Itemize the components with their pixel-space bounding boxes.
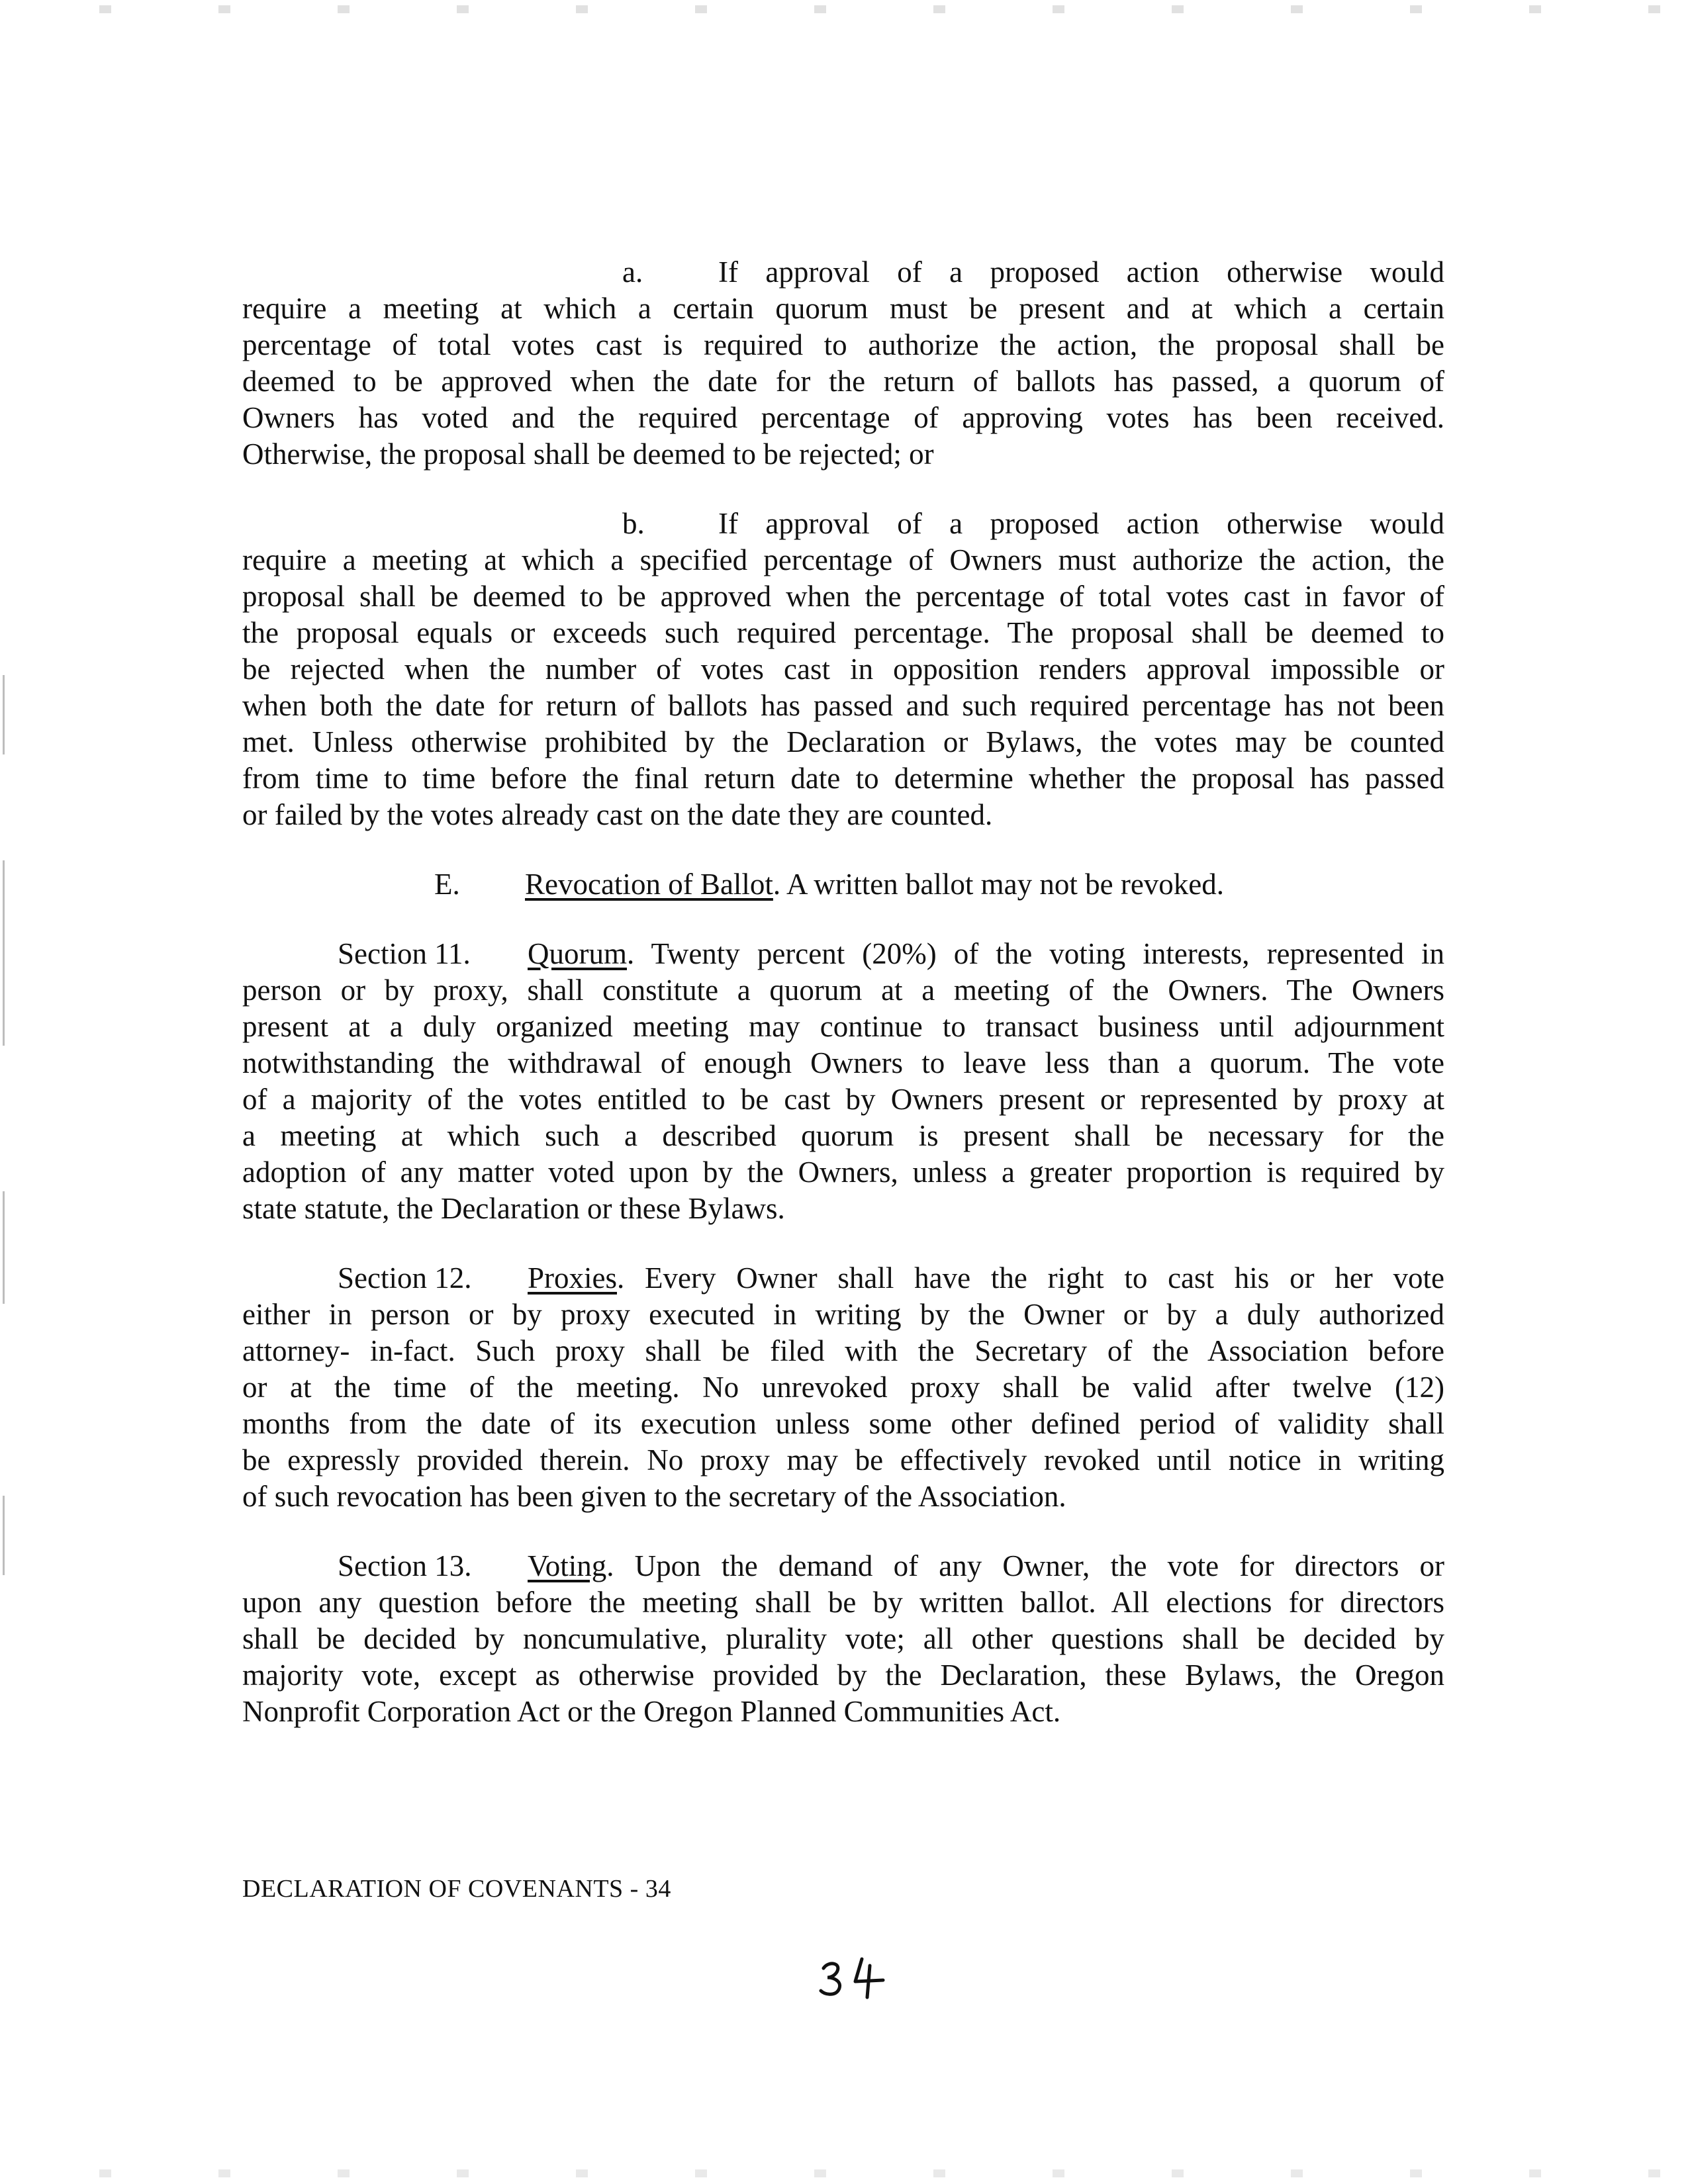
section-heading-quorum: Quorum (528, 937, 627, 970)
paragraph-marker: E. (434, 868, 460, 901)
paragraph-line: require a meeting at which a specified percentage of Owners must authorize the action, the (242, 543, 1444, 576)
paragraph-line: months from the date of its execution unless some other defined period of validity shall (242, 1407, 1444, 1440)
paragraph-e-line (242, 866, 1444, 903)
section-heading-revocation-of-ballot: Revocation of Ballot (525, 868, 773, 901)
paragraph-line: be expressly provided therein. No proxy may be effectively revoked until notice in writing (242, 1443, 1444, 1477)
paragraph-line: person or by proxy, shall constitute a quorum at a meeting of the Owners. The Owners (242, 974, 1444, 1007)
paragraph-line: state statute, the Declaration or these Bylaws. (242, 1192, 785, 1225)
paragraph-line: notwithstanding the withdrawal of enough Owners to leave less than a quorum. The vote (242, 1046, 1444, 1079)
section-13-first-line (242, 1548, 1444, 1584)
paragraph-line: require a meeting at which a certain quorum must be present and at which a certain (242, 292, 1444, 325)
paragraph-line: or failed by the votes already cast on the date they are counted. (242, 798, 993, 831)
paragraph-line: attorney- in-fact. Such proxy shall be filed with the Secretary of the Association before (242, 1334, 1444, 1367)
paragraph-marker: b. (622, 507, 645, 540)
paragraph-b-first-line (242, 506, 1444, 542)
scan-margin-mark (3, 860, 5, 1046)
section-label: Section 11. (338, 937, 471, 970)
paragraph-b (242, 506, 1444, 833)
paragraph-line: of such revocation has been given to the secretary of the Association. (242, 1480, 1066, 1513)
paragraph-text: . Upon the demand of any Owner, the vote for directors or (606, 1549, 1444, 1582)
paragraph-e (242, 866, 1444, 903)
paragraph-line: Owners has voted and the required percentage of approving votes has been received. (242, 401, 1444, 434)
paragraph-text: If approval of a proposed action otherwise would (718, 507, 1444, 540)
paragraph-line: a meeting at which such a described quorum is present shall be necessary for the (242, 1119, 1444, 1152)
scan-edge-bottom (26, 2169, 1679, 2177)
paragraph-text: . Twenty percent (20%) of the voting interests, represented in (627, 937, 1444, 970)
paragraph-line: be rejected when the number of votes cast in opposition renders approval impossible or (242, 653, 1444, 686)
section-12-first-line (242, 1260, 1444, 1297)
paragraph-line: shall be decided by noncumulative, plurality vote; all other questions shall be decided by (242, 1622, 1444, 1655)
section-12 (242, 1260, 1444, 1515)
paragraph-line: present at a duly organized meeting may continue to transact business until adjournment (242, 1010, 1444, 1043)
section-13 (242, 1548, 1444, 1730)
paragraph-line: adoption of any matter voted upon by the Owners, unless a greater proportion is required by (242, 1156, 1444, 1189)
scan-edge-top (26, 5, 1679, 13)
document-body (242, 254, 1444, 1763)
paragraph-line: majority vote, except as otherwise provided by the Declaration, these Bylaws, the Oregon (242, 1659, 1444, 1692)
paragraph-text: . A written ballot may not be revoked. (773, 868, 1225, 901)
paragraph-line: proposal shall be deemed to be approved when the percentage of total votes cast in favor of (242, 580, 1444, 613)
paragraph-line: either in person or by proxy executed in writing by the Owner or by a duly authorized (242, 1298, 1444, 1331)
paragraph-a-first-line (242, 254, 1444, 291)
scan-margin-mark (3, 1191, 5, 1304)
paragraph-line: Otherwise, the proposal shall be deemed to be rejected; or (242, 437, 934, 471)
paragraph-line: of a majority of the votes entitled to be cast by Owners present or represented by proxy at (242, 1083, 1444, 1116)
section-label: Section 12. (338, 1261, 472, 1295)
section-11-first-line (242, 936, 1444, 972)
section-11 (242, 936, 1444, 1227)
scan-margin-mark (3, 1496, 5, 1575)
scan-margin-mark (3, 675, 5, 754)
paragraph-line: or at the time of the meeting. No unrevoked proxy shall be valid after twelve (12) (242, 1371, 1444, 1404)
section-heading-proxies: Proxies (528, 1261, 617, 1295)
page-footer: DECLARATION OF COVENANTS - 34 (242, 1875, 671, 1903)
paragraph-a (242, 254, 1444, 473)
section-heading-voting: Voting (528, 1549, 607, 1582)
paragraph-text: If approval of a proposed action otherwise would (718, 255, 1444, 289)
paragraph-line: deemed to be approved when the date for the return of ballots has passed, a quorum of (242, 365, 1444, 398)
paragraph-line: Nonprofit Corporation Act or the Oregon Planned Communities Act. (242, 1695, 1061, 1728)
paragraph-line: percentage of total votes cast is required to authorize the action, the proposal shall be (242, 328, 1444, 361)
paragraph-line: the proposal equals or exceeds such required percentage. The proposal shall be deemed to (242, 616, 1444, 649)
paragraph-line: when both the date for return of ballots has passed and such required percentage has not been (242, 689, 1444, 722)
paragraph-text: . Every Owner shall have the right to cast his or her vote (617, 1261, 1444, 1295)
paragraph-line: upon any question before the meeting shall be by written ballot. All elections for directors (242, 1586, 1444, 1619)
paragraph-line: from time to time before the final return date to determine whether the proposal has passed (242, 762, 1444, 795)
paragraph-line: met. Unless otherwise prohibited by the Declaration or Bylaws, the votes may be counted (242, 725, 1444, 758)
handwritten-page-number (814, 1954, 894, 2000)
paragraph-marker: a. (622, 255, 643, 289)
section-label: Section 13. (338, 1549, 472, 1582)
